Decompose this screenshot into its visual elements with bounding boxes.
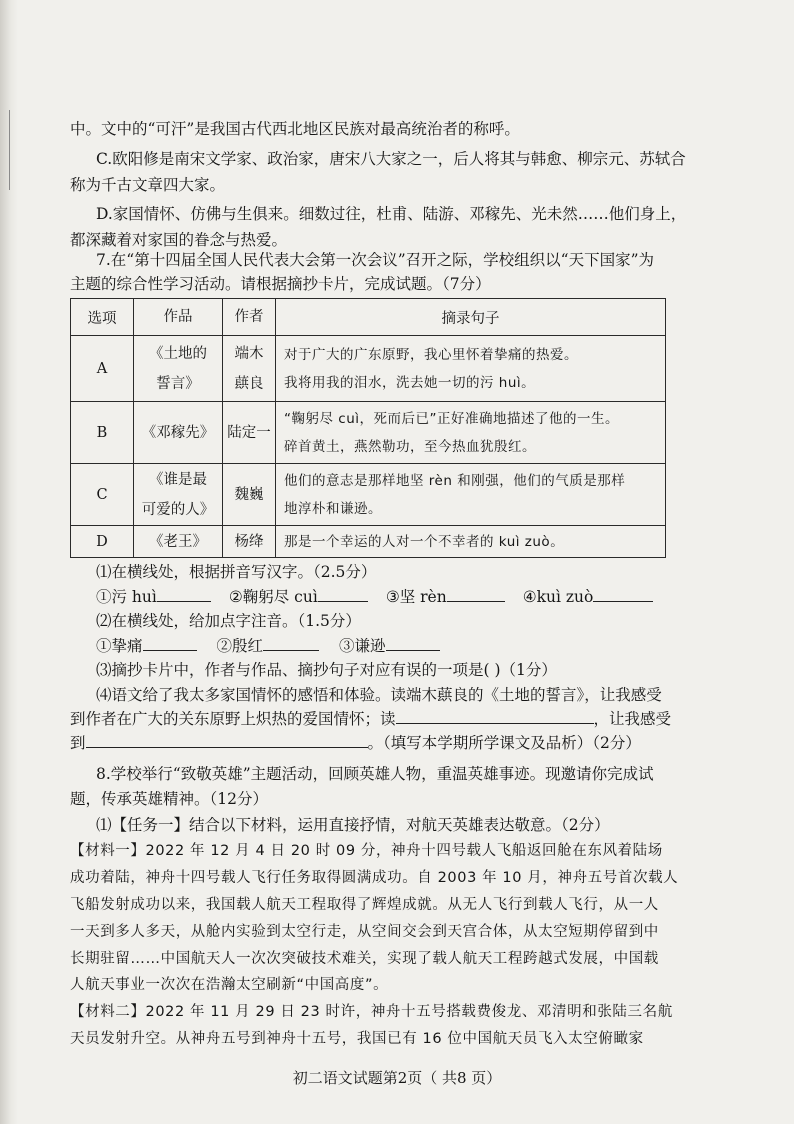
sentence-cell [276, 402, 666, 464]
task-1-prompt: ⑴【任务一】结合以下材料，运用直接抒情，对航天英雄表达敬意。（2分） [96, 816, 610, 834]
subquestion-4: ⑷语文给了我太多家国情怀的感悟和体验。读端木蕻良的《土地的誓言》，让我感受 [96, 686, 662, 704]
answer-blank[interactable] [263, 634, 319, 651]
option-cell: C [71, 464, 134, 526]
work-cell [134, 464, 223, 526]
blank-label: ②殷红 [216, 637, 264, 655]
author-cell: 魏巍 [223, 464, 276, 526]
author-line: 端木 [234, 345, 264, 362]
material-line: 天员发射升空。从神舟五号到神舟十五号，我国已有 16 位中国航天员飞入太空俯瞰家 [70, 1031, 644, 1047]
question-7-prompt-cont: 主题的综合性学习活动。请根据摘抄卡片，完成试题。（7分） [70, 275, 491, 293]
work-line: 《土地的 [149, 345, 207, 362]
answer-blank[interactable] [157, 585, 211, 602]
question-8-prompt-cont: 题，传承英雄精神。（12分） [70, 790, 268, 808]
answer-blank[interactable] [318, 585, 368, 602]
sentence-line: “鞠躬尽 cuì，死而后已”正好准确地描述了他的一生。 [284, 410, 620, 427]
text-span: 。（填写本学期所学课文及品析）（2分） [367, 734, 641, 752]
question-8-prompt: 8.学校举行“致敬英雄”主题活动，回顾英雄人物，重温英雄事迹。现邀请你完成试 [96, 765, 654, 783]
option-cell: D [71, 526, 134, 558]
sentence-cell: 那是一个幸运的人对一个不幸者的 kuì zuò。 [276, 526, 666, 558]
text-span: ，让我感受 [593, 710, 672, 728]
subquestion-3: ⑶摘抄卡片中，作者与作品、摘抄句子对应有误的一项是( )（1分） [96, 661, 557, 679]
sentence-cell [276, 464, 666, 526]
text-line: C.欧阳修是南宋文学家、政治家，唐宋八大家之一，后人将其与韩愈、柳宗元、苏轼合 [96, 150, 686, 168]
author-cell: 陆定一 [223, 402, 276, 464]
author-cell [223, 336, 276, 402]
subquestion-4-line3 [70, 731, 641, 755]
table-row [71, 336, 666, 402]
table-row [71, 402, 666, 464]
subquestion-4-line2 [70, 707, 671, 731]
text-span: 到作者在广大的关东原野上炽热的爱国情怀；读 [70, 710, 396, 728]
sentence-line: 碎首黄土，燕然勒功，至今热血犹殷红。 [284, 438, 536, 455]
answer-blank[interactable] [396, 707, 594, 724]
sentence-line: 他们的意志是那样地坚 rèn 和刚强，他们的气质是那样 [284, 472, 626, 489]
page-footer: 初二语文试题第2页（ 共8 页） [292, 1069, 502, 1087]
table-row [71, 526, 666, 558]
material-line: 飞船发射成功以来，我国载人航天工程取得了辉煌成就。从无人飞行到载人飞行，从一人 [70, 897, 659, 913]
author-cell: 杨绛 [223, 526, 276, 558]
blank-label: ③谦逊 [339, 637, 386, 655]
option-cell: A [71, 336, 134, 402]
subquestion-1: ⑴在横线处，根据拼音写汉字。（2.5分） [96, 563, 377, 581]
work-cell: 《邓稼先》 [134, 402, 223, 464]
work-cell: 《老王》 [134, 526, 223, 558]
sentence-cell [276, 336, 666, 402]
work-line: 誓言》 [156, 375, 200, 392]
answer-blank[interactable] [143, 634, 197, 651]
text-line: 中。文中的“可汗”是我国古代西北地区民族对最高统治者的称呼。 [70, 120, 520, 138]
blank-label: ②鞠躬尽 cuì [228, 588, 318, 606]
edge-mark [9, 110, 10, 190]
subquestion-2: ⑵在横线处，给加点字注音。（1.5分） [96, 612, 361, 630]
question-7-prompt: 7.在“第十四届全国人民代表大会第一次会议”召开之际，学校组织以“天下国家”为 [96, 251, 654, 269]
answer-blank[interactable] [593, 585, 653, 602]
work-cell [134, 336, 223, 402]
phonetic-blanks [96, 634, 440, 658]
sentence-line: 地淳朴和谦逊。 [284, 500, 382, 517]
author-line: 蕻良 [234, 375, 264, 392]
table-row [71, 464, 666, 526]
blank-label: ①挚痛 [96, 637, 143, 655]
header-option: 选项 [71, 299, 134, 336]
work-line: 《谁是最 [149, 471, 207, 488]
material-line: 人航天事业一次次在浩瀚太空刷新“中国高度”。 [70, 977, 389, 993]
excerpt-card-table [70, 298, 666, 558]
answer-blank[interactable] [447, 585, 505, 602]
sentence-line: 我将用我的泪水，洗去她一切的污 huì。 [284, 374, 536, 391]
blank-label: ①污 huì [96, 588, 157, 606]
option-cell: B [71, 402, 134, 464]
material-line: 一天到多人多天，从舱内实验到太空行走，从空间交会到天宫合体，从太空短期停留到中 [70, 924, 659, 940]
text-line: 都深藏着对家国的眷念与热爱。 [70, 231, 288, 249]
answer-blank[interactable] [86, 731, 368, 748]
answer-blank[interactable] [386, 634, 440, 651]
header-author: 作者 [223, 299, 276, 336]
pinyin-blanks [96, 585, 653, 609]
text-line: D.家国情怀、仿佛与生俱来。细数过往，杜甫、陆游、邓稼先、光未然……他们身上， [96, 205, 687, 223]
text-line: 称为千古文章四大家。 [70, 176, 226, 194]
blank-label: ④kuì zuò [522, 588, 594, 606]
sentence-line: 对于广大的广东原野，我心里怀着挚痛的热爱。 [284, 346, 578, 363]
material-line: 长期驻留……中国航天人一次次突破技术难关，实现了载人航天工程跨越式发展，中国载 [70, 951, 659, 967]
text-span: 到 [70, 734, 86, 752]
blank-label: ③坚 rèn [385, 588, 447, 606]
header-sentence: 摘录句子 [276, 299, 666, 336]
material-line: 【材料二】2022 年 11 月 29 日 23 时许，神舟十五号搭载费俊龙、邓清明和张陆三名航 [70, 1004, 673, 1020]
material-line: 成功着陆，神舟十四号载人飞行任务取得圆满成功。自 2003 年 10 月，神舟五号首次载人 [70, 870, 679, 886]
header-work: 作品 [134, 299, 223, 336]
table-header-row [71, 299, 666, 336]
material-line: 【材料一】2022 年 12 月 4 日 20 时 09 分，神舟十四号载人飞船返回舱在东风着陆场 [70, 843, 663, 859]
work-line: 可爱的人》 [141, 501, 215, 518]
